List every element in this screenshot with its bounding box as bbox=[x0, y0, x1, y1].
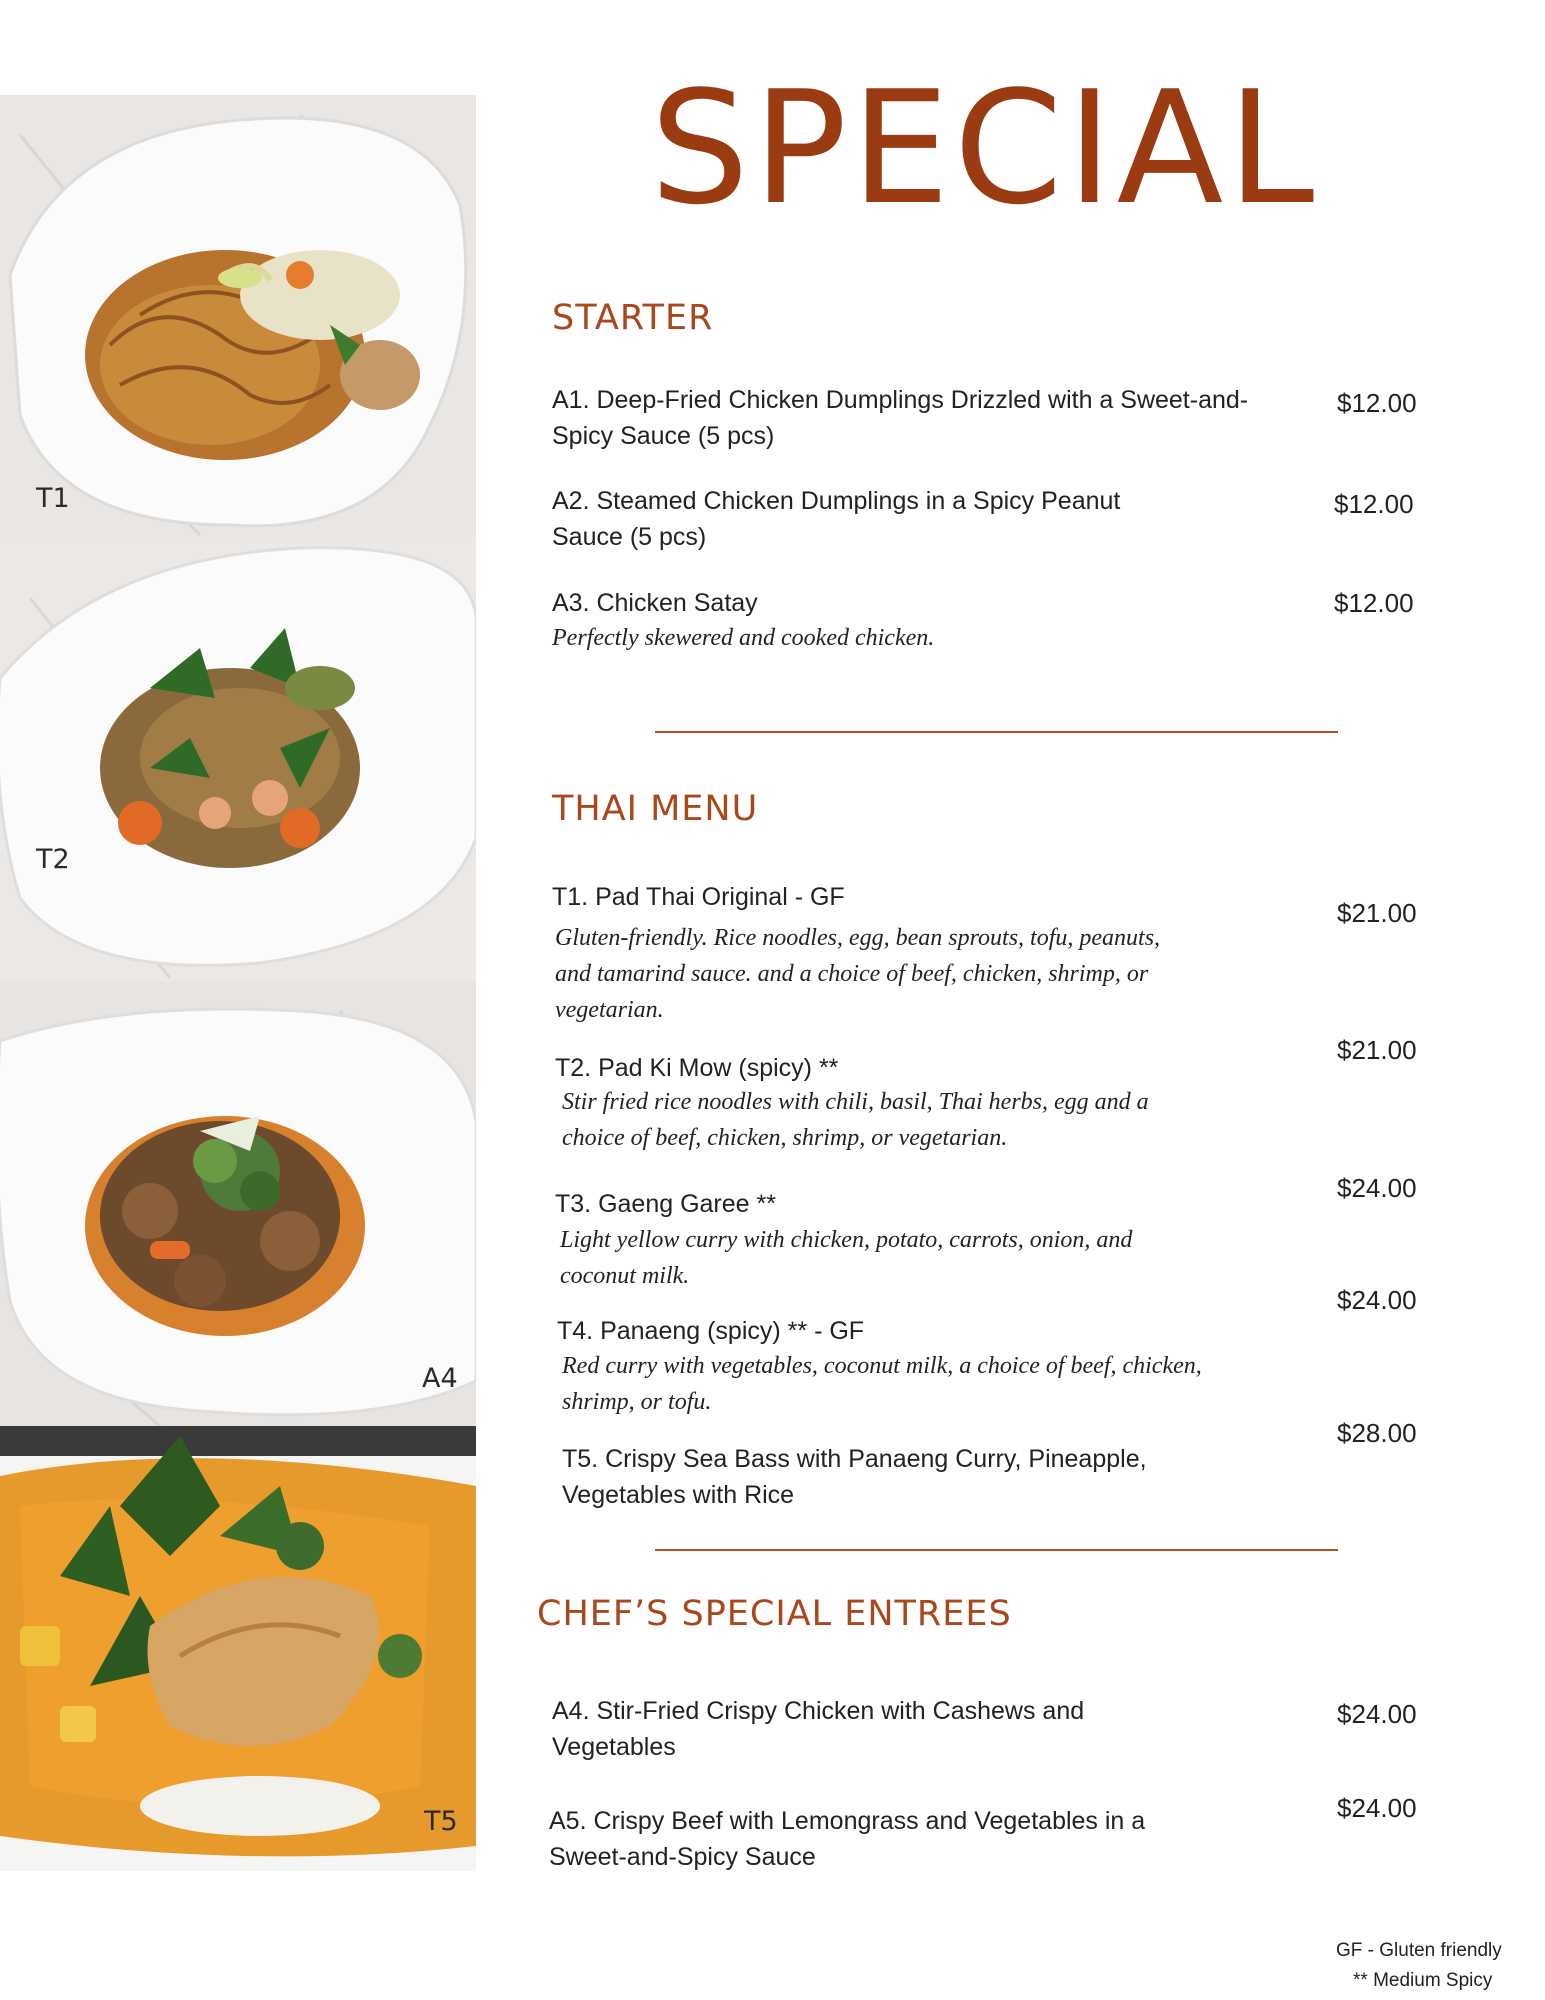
menu-item-t4-price: $24.00 bbox=[1337, 1285, 1417, 1315]
menu-item-a5-name: A5. Crispy Beef with Lemongrass and Vegetables in a Sweet-and-Spicy Sauce bbox=[549, 1807, 1146, 1871]
menu-item-a4-price: $24.00 bbox=[1337, 1699, 1417, 1729]
photo-label-t2: T2 bbox=[36, 844, 70, 875]
menu-item-a2-price: $12.00 bbox=[1334, 489, 1414, 519]
menu-item-t5-price: $28.00 bbox=[1337, 1418, 1417, 1448]
menu-item-t5-name: T5. Crispy Sea Bass with Panaeng Curry, Pineapple, Vegetables with Rice bbox=[562, 1445, 1147, 1509]
menu-item-t2-price: $21.00 bbox=[1337, 1035, 1417, 1065]
menu-item-t1-desc: Gluten-friendly. Rice noodles, egg, bean sprouts, tofu, peanuts, and tamarind sauce. and a choice of beef, chicken, shrimp, or vegetarian. bbox=[555, 925, 1161, 1023]
dish-photo-a4 bbox=[0, 981, 476, 1426]
page-title: SPECIAL bbox=[650, 57, 1319, 239]
section-heading-thai-menu: THAI MENU bbox=[552, 789, 759, 829]
dish-photo-t2 bbox=[0, 538, 476, 981]
crispy-sea-bass-curry-image bbox=[0, 1426, 476, 1871]
menu-item-a3-desc: Perfectly skewered and cooked chicken. bbox=[552, 625, 935, 651]
menu-item-a2-name: A2. Steamed Chicken Dumplings in a Spicy Peanut Sauce (5 pcs) bbox=[552, 487, 1121, 551]
section-divider bbox=[655, 731, 1338, 733]
legend-spicy: ** Medium Spicy bbox=[1353, 1970, 1493, 1991]
section-heading-starter: STARTER bbox=[552, 298, 714, 338]
menu-item-t2-name: T2. Pad Ki Mow (spicy) ** bbox=[555, 1054, 839, 1082]
menu-item-a4-name: A4. Stir-Fried Crispy Chicken with Cashews and Vegetables bbox=[552, 1697, 1085, 1761]
photo-label-t5: T5 bbox=[424, 1806, 458, 1837]
photo-column bbox=[0, 95, 476, 1871]
section-heading-chef-special: CHEF’S SPECIAL ENTREES bbox=[537, 1594, 1012, 1634]
photo-label-a4: A4 bbox=[422, 1363, 458, 1394]
crispy-chicken-cashews-image bbox=[0, 981, 476, 1426]
pad-ki-mow-image bbox=[0, 538, 476, 981]
menu-item-t3-desc: Light yellow curry with chicken, potato, carrots, onion, and coconut milk. bbox=[560, 1227, 1133, 1289]
dish-photo-t5 bbox=[0, 1426, 476, 1871]
pad-thai-image bbox=[0, 95, 476, 538]
photo-label-t1: T1 bbox=[36, 483, 70, 514]
menu-item-a5-price: $24.00 bbox=[1337, 1793, 1417, 1823]
menu-item-t3-price: $24.00 bbox=[1337, 1173, 1417, 1203]
dish-photo-t1 bbox=[0, 95, 476, 538]
menu-item-t4-name: T4. Panaeng (spicy) ** - GF bbox=[557, 1317, 865, 1345]
menu-item-a3-price: $12.00 bbox=[1334, 588, 1414, 618]
menu-item-t3-name: T3. Gaeng Garee ** bbox=[555, 1190, 776, 1218]
menu-item-t1-name: T1. Pad Thai Original - GF bbox=[552, 883, 845, 911]
menu-item-a1-name: A1. Deep-Fried Chicken Dumplings Drizzled with a Sweet-and-Spicy Sauce (5 pcs) bbox=[552, 386, 1249, 450]
section-divider bbox=[655, 1549, 1338, 1551]
menu-item-a3-name: A3. Chicken Satay bbox=[552, 589, 758, 617]
legend-gf: GF - Gluten friendly bbox=[1336, 1940, 1502, 1961]
menu-item-t4-desc: Red curry with vegetables, coconut milk, a choice of beef, chicken, shrimp, or tofu. bbox=[562, 1353, 1202, 1415]
menu-item-a1-price: $12.00 bbox=[1337, 388, 1417, 418]
menu-item-t2-desc: Stir fried rice noodles with chili, basil, Thai herbs, egg and a choice of beef, chicken, shrimp, or vegetarian. bbox=[562, 1089, 1149, 1151]
menu-item-t1-price: $21.00 bbox=[1337, 898, 1417, 928]
